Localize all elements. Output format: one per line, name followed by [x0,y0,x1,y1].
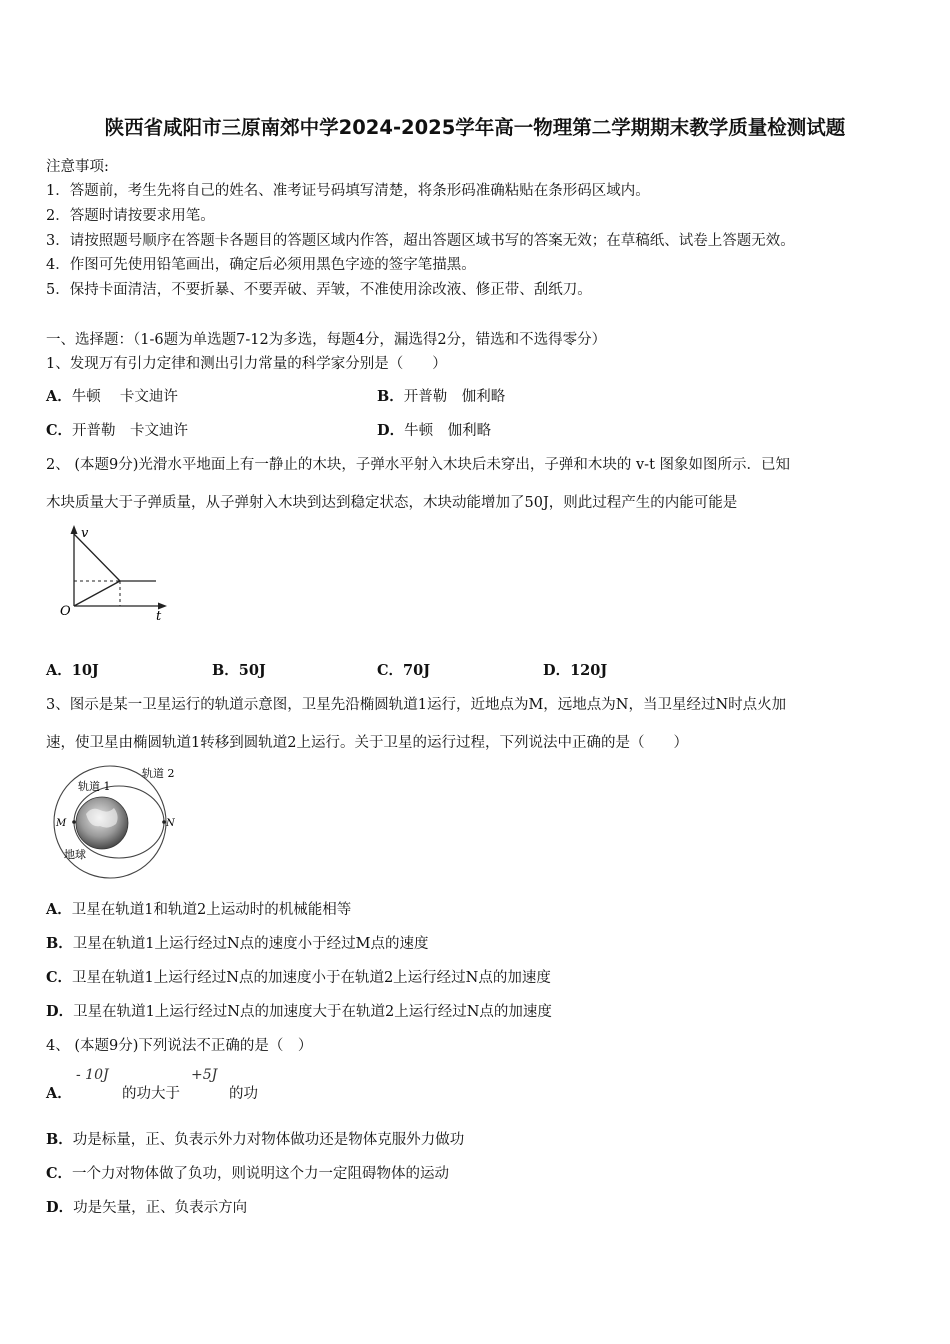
option-letter: D． [46,1199,74,1216]
option-letter: B． [46,1131,73,1148]
q4-option-d [46,1196,247,1217]
option-text: 牛顿 卡文迪许 [71,389,178,405]
earth-label: 地球 [64,848,86,861]
orbit-2-label: 轨道 2 [142,767,175,780]
q1-option-b [377,385,505,406]
point-m [72,820,76,824]
option-text: 功是矢量，正、负表示方向 [73,1200,248,1216]
block-line [74,581,120,606]
v-label: v [81,526,89,541]
q2-option-a: A．10J [46,662,99,679]
option-text: 开普勒 伽利略 [403,389,506,405]
orbit-1-label: 轨道 1 [78,780,111,793]
q4-option-a-mid: 的功大于 [122,1086,180,1102]
option-letter: C． [46,422,73,439]
origin-label: O [60,604,71,619]
q3-option-a [46,898,351,919]
q2-option-d: D．120J [543,662,608,679]
t-label: t [156,609,162,624]
q4-option-a-letter [46,1082,72,1103]
q3-option-d [46,1000,552,1021]
option-letter: A． [46,1085,72,1102]
notice-item: 3．请按照题号顺序在答题卡各题目的答题区域内作答，超出答题区域书写的答案无效；在草稿纸、试卷上答题无效。 [46,233,795,249]
q1-option-c [46,419,188,440]
option-text: 卫星在轨道1上运行经过N点的加速度小于在轨道2上运行经过N点的加速度 [72,970,551,986]
question-2-stem-line2: 木块质量大于子弹质量，从子弹射入木块到达到稳定状态，木块动能增加了50J，则此过程产生的内能可能是 [46,495,738,511]
page-title: 陕西省咸阳市三原南郊中学2024-2025学年高一物理第二学期期末教学质量检测试题 [104,116,846,139]
option-text: 一个力对物体做了负功，则说明这个力一定阻碍物体的运动 [72,1166,450,1182]
notice-item: 5．保持卡面清洁，不要折暴、不要弄破、弄皱，不准使用涂改液、修正带、刮纸刀。 [46,282,592,298]
notice-item: 4．作图可先使用铅笔画出，确定后必须用黑色字迹的签字笔描黑。 [46,257,476,273]
v-axis-arrow [71,525,78,534]
option-text: 开普勒 卡文迪许 [72,423,189,439]
option-letter: C． [46,1165,73,1182]
option-letter: D． [46,1003,74,1020]
option-letter: B． [377,388,404,405]
q4-option-a-end: 的功 [229,1086,258,1102]
option-text: 卫星在轨道1和轨道2上运动时的机械能相等 [71,902,352,918]
q1-option-a [46,385,178,406]
m-label: M [56,818,67,829]
q2-option-b: B．50J [212,662,266,679]
q2-option-c: C．70J [377,662,431,679]
orbit-diagram [44,762,184,880]
question-4-stem: 4、 (本题9分)下列说法不正确的是（ ） [46,1038,313,1054]
option-text: 牛顿 伽利略 [404,423,492,439]
section-heading: 一、选择题：（1-6题为单选题7-12为多选，每题4分，漏选得2分，错选和不选得零分） [46,332,607,348]
q4-option-c [46,1162,449,1183]
q4-option-b [46,1128,464,1149]
option-letter: B． [46,935,73,952]
option-text: 功是标量，正、负表示外力对物体做功还是物体克服外力做功 [72,1132,465,1148]
question-3-stem-line2: 速，使卫星由椭圆轨道1转移到圆轨道2上运行。关于卫星的运行过程，下列说法中正确的是（ ） [46,735,688,751]
option-letter: A． [46,901,72,918]
option-letter: A． [46,388,72,405]
option-text: 卫星在轨道1上运行经过N点的加速度大于在轨道2上运行经过N点的加速度 [73,1004,552,1020]
question-3-stem-line1: 3、图示是某一卫星运行的轨道示意图，卫星先沿椭圆轨道1运行，近地点为M，远地点为N，当卫星经过N时点火加 [46,697,787,713]
q4-math-minus-10j: - 10J [76,1067,109,1083]
bullet-line [74,534,120,581]
notice-heading: 注意事项: [46,159,109,175]
v-t-graph [50,522,175,627]
q4-math-plus-5j: +5J [191,1067,218,1083]
n-label: N [166,818,175,829]
q1-option-d [377,419,491,440]
option-letter: D． [377,422,405,439]
option-text: 卫星在轨道1上运行经过N点的速度小于经过M点的速度 [72,936,429,952]
question-1-stem: 1、发现万有引力定律和测出引力常量的科学家分别是（ ） [46,356,447,372]
question-2-stem-line1: 2、 (本题9分)光滑水平地面上有一静止的木块，子弹水平射入木块后未穿出，子弹和木块的 v-t 图象如图所示．已知 [46,457,791,473]
q3-option-b [46,932,429,953]
notice-item: 1．答题前，考生先将自己的姓名、准考证号码填写清楚，将条形码准确粘贴在条形码区域内。 [46,183,650,199]
option-letter: C． [46,969,73,986]
notice-item: 2．答题时请按要求用笔。 [46,208,215,224]
q3-option-c [46,966,551,987]
